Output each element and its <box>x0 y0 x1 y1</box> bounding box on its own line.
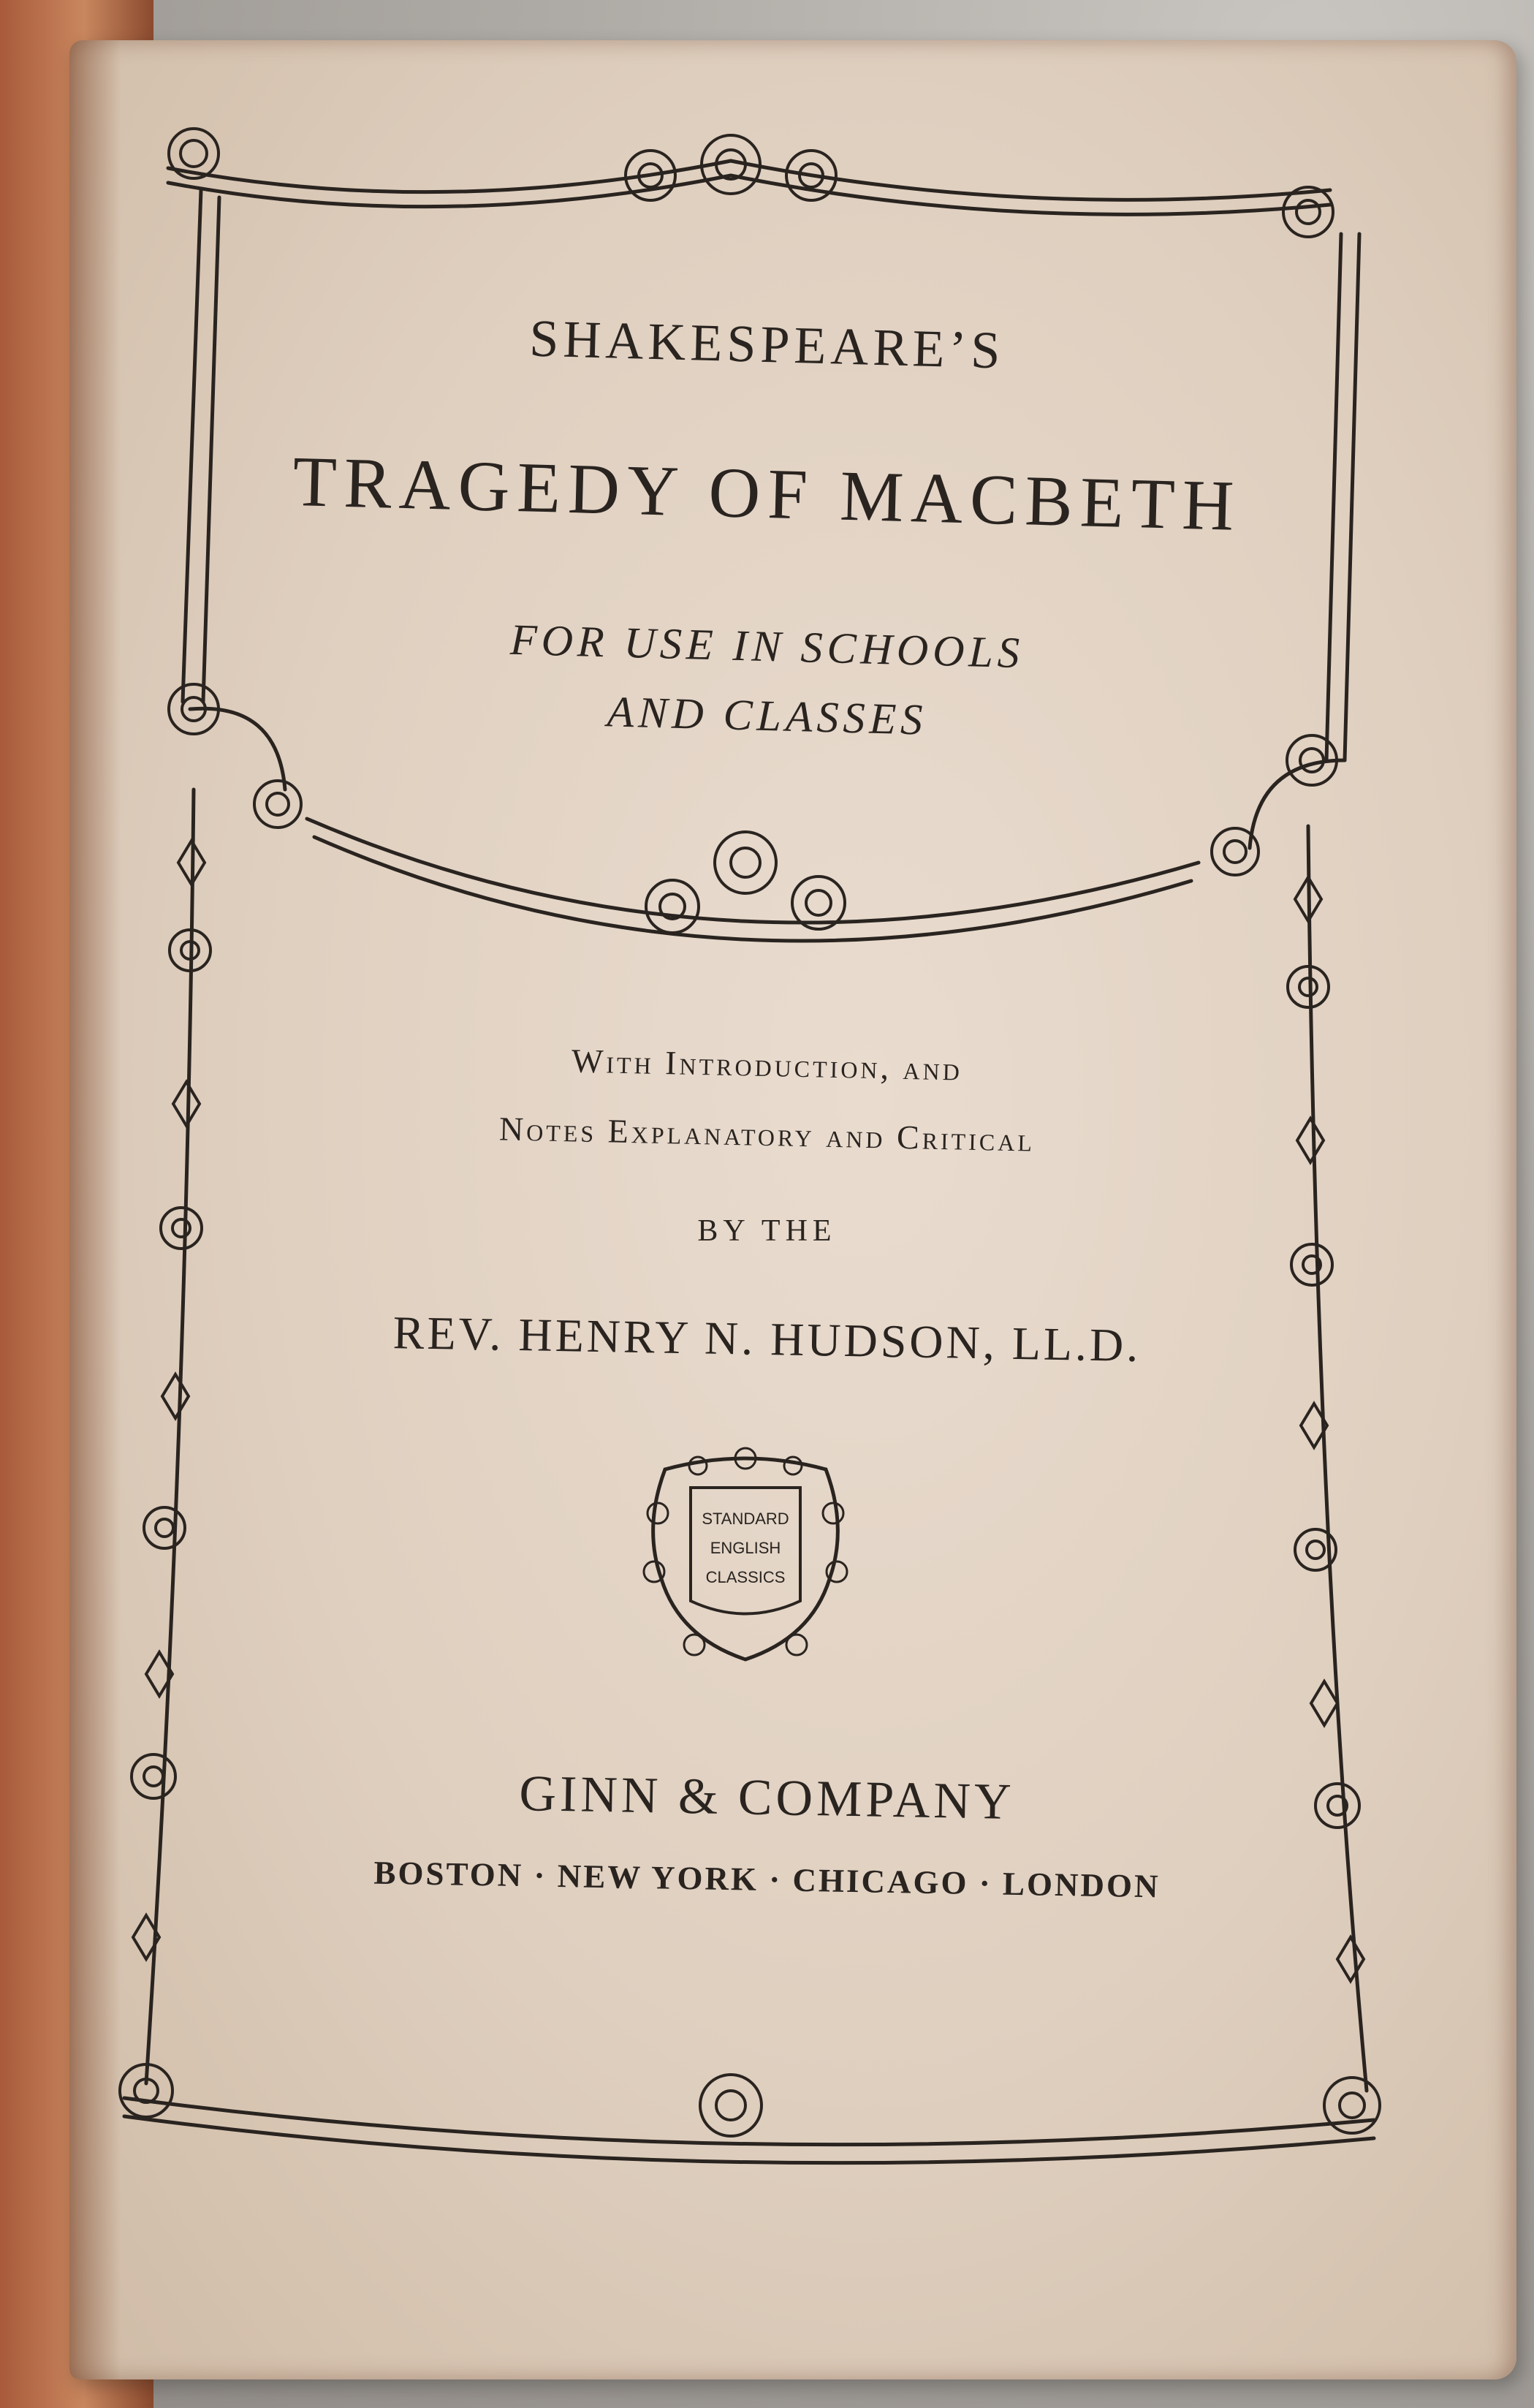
rose-right-1 <box>1288 966 1329 1007</box>
editor-name: REV. HENRY N. HUDSON, LL.D. <box>392 1306 1142 1371</box>
rose-mid-center <box>646 832 845 933</box>
publisher-name: GINN & COMPANY <box>518 1765 1016 1830</box>
publisher-cities: BOSTON · NEW YORK · CHICAGO · LONDON <box>373 1854 1161 1905</box>
lower-left-rail <box>146 790 194 2083</box>
rose-right-2 <box>1291 1244 1332 1285</box>
series-emblem <box>644 1448 847 1659</box>
rose-mid-right <box>1212 735 1337 875</box>
rose-bottom-center <box>700 2075 762 2136</box>
by-line: BY THE <box>697 1214 837 1248</box>
edition-line-2: Notes Explanatory and Critical <box>498 1110 1036 1159</box>
rose-left-3 <box>144 1507 185 1548</box>
emblem-line2: ENGLISH <box>710 1539 781 1557</box>
subtitle-line-1: FOR USE IN SCHOOLS <box>509 615 1025 678</box>
subtitle-line-2: AND CLASSES <box>606 687 928 744</box>
edition-line-1: With Introduction, and <box>571 1042 963 1088</box>
emblem-line1: STANDARD <box>702 1510 789 1528</box>
rose-top-right <box>1283 187 1333 237</box>
book-title: TRAGEDY OF MACBETH <box>292 442 1242 546</box>
author-heading: SHAKESPEARE’S <box>528 308 1006 380</box>
rose-bottom-right <box>1324 2078 1380 2133</box>
emblem-line3: CLASSICS <box>705 1568 786 1586</box>
middle-swag <box>307 819 1199 923</box>
